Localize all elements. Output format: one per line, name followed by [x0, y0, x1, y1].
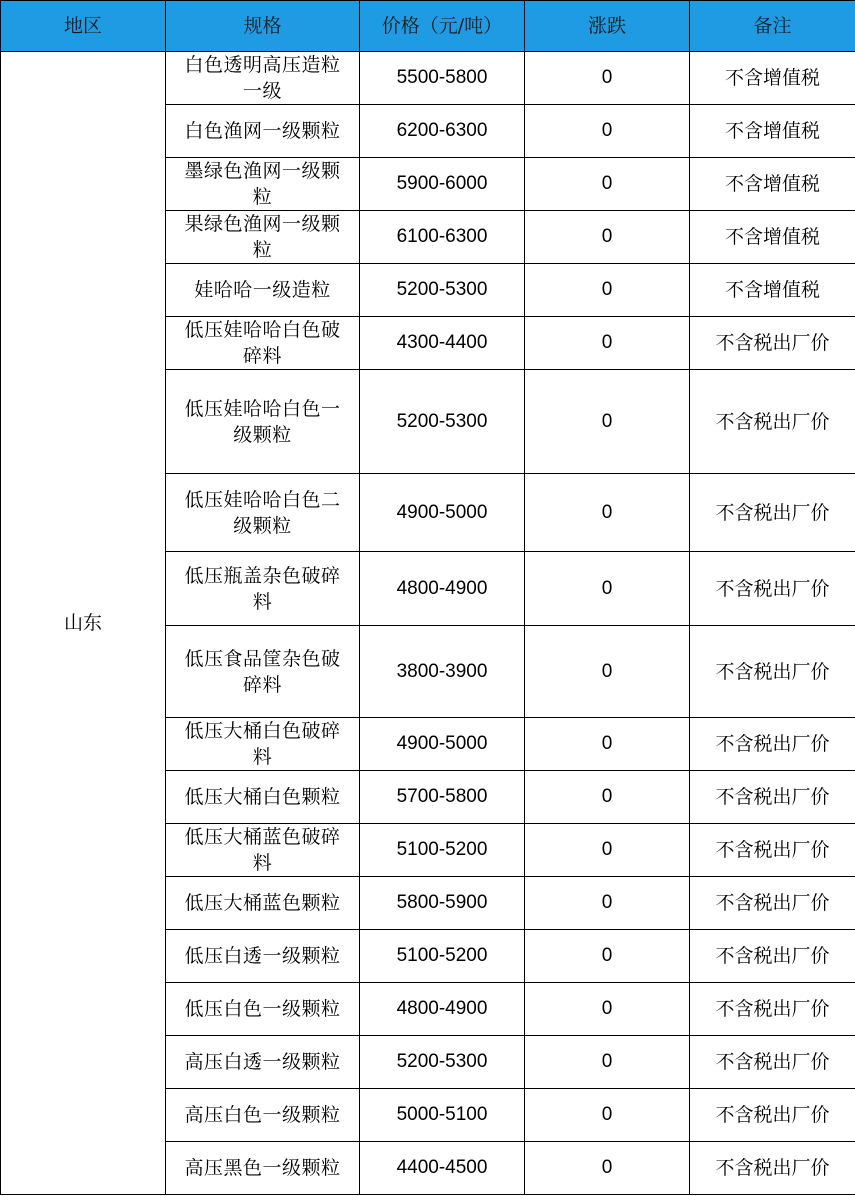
spec-cell: 高压白色一级颗粒 — [166, 1089, 360, 1142]
price-cell: 6200-6300 — [360, 105, 525, 158]
change-cell: 0 — [525, 1089, 690, 1142]
note-cell: 不含税出厂价 — [690, 771, 855, 824]
note-cell: 不含税出厂价 — [690, 877, 855, 930]
header-region: 地区 — [1, 1, 166, 52]
note-cell: 不含税出厂价 — [690, 370, 855, 474]
price-cell: 5700-5800 — [360, 771, 525, 824]
note-cell: 不含税出厂价 — [690, 824, 855, 877]
header-change: 涨跌 — [525, 1, 690, 52]
change-cell: 0 — [525, 52, 690, 105]
price-cell: 5800-5900 — [360, 877, 525, 930]
spec-cell: 低压大桶白色颗粒 — [166, 771, 360, 824]
price-cell: 5900-6000 — [360, 158, 525, 211]
table-body — [1, 52, 855, 1195]
spec-cell: 低压白色一级颗粒 — [166, 983, 360, 1036]
change-cell: 0 — [525, 264, 690, 317]
header-row — [1, 1, 855, 52]
price-cell: 5100-5200 — [360, 824, 525, 877]
spec-cell: 娃哈哈一级造粒 — [166, 264, 360, 317]
change-cell: 0 — [525, 105, 690, 158]
note-cell: 不含增值税 — [690, 158, 855, 211]
note-cell: 不含税出厂价 — [690, 552, 855, 626]
note-cell: 不含增值税 — [690, 52, 855, 105]
note-cell: 不含税出厂价 — [690, 930, 855, 983]
spec-cell: 低压大桶蓝色破碎料 — [166, 824, 360, 877]
note-cell: 不含税出厂价 — [690, 1142, 855, 1195]
spec-cell: 低压大桶蓝色颗粒 — [166, 877, 360, 930]
price-cell: 5500-5800 — [360, 52, 525, 105]
price-cell: 5100-5200 — [360, 930, 525, 983]
price-cell: 5200-5300 — [360, 370, 525, 474]
note-cell: 不含增值税 — [690, 264, 855, 317]
price-cell: 5200-5300 — [360, 264, 525, 317]
change-cell: 0 — [525, 1036, 690, 1089]
price-cell: 4900-5000 — [360, 474, 525, 552]
price-cell: 3800-3900 — [360, 626, 525, 718]
note-cell: 不含增值税 — [690, 105, 855, 158]
note-cell: 不含税出厂价 — [690, 474, 855, 552]
spec-cell: 白色渔网一级颗粒 — [166, 105, 360, 158]
change-cell: 0 — [525, 1142, 690, 1195]
note-cell: 不含税出厂价 — [690, 983, 855, 1036]
note-cell: 不含增值税 — [690, 211, 855, 264]
change-cell: 0 — [525, 824, 690, 877]
change-cell: 0 — [525, 877, 690, 930]
spec-cell: 低压白透一级颗粒 — [166, 930, 360, 983]
change-cell: 0 — [525, 552, 690, 626]
region-cell: 山东 — [1, 52, 166, 1195]
table-row — [1, 52, 855, 105]
spec-cell: 高压黑色一级颗粒 — [166, 1142, 360, 1195]
note-cell: 不含税出厂价 — [690, 1036, 855, 1089]
change-cell: 0 — [525, 771, 690, 824]
spec-cell: 低压娃哈哈白色一级颗粒 — [166, 370, 360, 474]
spec-cell: 墨绿色渔网一级颗粒 — [166, 158, 360, 211]
price-cell: 4400-4500 — [360, 1142, 525, 1195]
change-cell: 0 — [525, 718, 690, 771]
table-header — [1, 1, 855, 52]
price-cell: 5200-5300 — [360, 1036, 525, 1089]
note-cell: 不含税出厂价 — [690, 1089, 855, 1142]
note-cell: 不含税出厂价 — [690, 626, 855, 718]
change-cell: 0 — [525, 626, 690, 718]
spec-cell: 低压瓶盖杂色破碎料 — [166, 552, 360, 626]
price-cell: 4900-5000 — [360, 718, 525, 771]
spec-cell: 白色透明高压造粒一级 — [166, 52, 360, 105]
price-cell: 4800-4900 — [360, 983, 525, 1036]
change-cell: 0 — [525, 983, 690, 1036]
change-cell: 0 — [525, 474, 690, 552]
change-cell: 0 — [525, 158, 690, 211]
spec-cell: 低压娃哈哈白色破碎料 — [166, 317, 360, 370]
header-spec: 规格 — [166, 1, 360, 52]
price-cell: 6100-6300 — [360, 211, 525, 264]
change-cell: 0 — [525, 930, 690, 983]
spec-cell: 低压食品筐杂色破碎料 — [166, 626, 360, 718]
change-cell: 0 — [525, 370, 690, 474]
header-note: 备注 — [690, 1, 855, 52]
header-price: 价格（元/吨） — [360, 1, 525, 52]
note-cell: 不含税出厂价 — [690, 317, 855, 370]
price-cell: 5000-5100 — [360, 1089, 525, 1142]
change-cell: 0 — [525, 317, 690, 370]
spec-cell: 低压大桶白色破碎料 — [166, 718, 360, 771]
price-cell: 4800-4900 — [360, 552, 525, 626]
note-cell: 不含税出厂价 — [690, 718, 855, 771]
change-cell: 0 — [525, 211, 690, 264]
price-cell: 4300-4400 — [360, 317, 525, 370]
spec-cell: 果绿色渔网一级颗粒 — [166, 211, 360, 264]
spec-cell: 低压娃哈哈白色二级颗粒 — [166, 474, 360, 552]
spec-cell: 高压白透一级颗粒 — [166, 1036, 360, 1089]
